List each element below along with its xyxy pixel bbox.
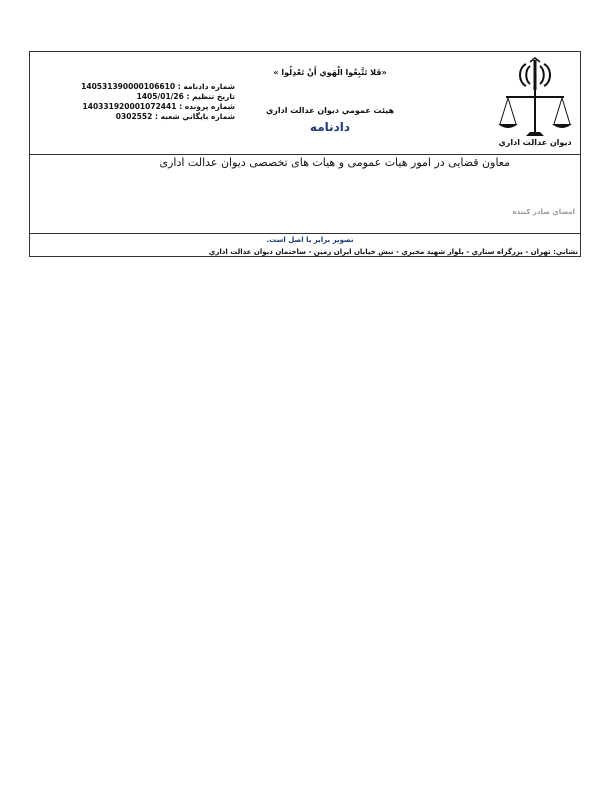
document-frame [29,51,581,257]
header-divider [30,154,580,155]
meta-case-number: شماره پرونده : 140331920001072441 [82,102,235,111]
document-metadata [50,82,235,122]
quran-verse: «فَلا تَتَّبِعُوا الْهَوي أَنْ تَعْدِلُوا » [273,68,387,77]
court-address: نشاني: تهران - بزرگراه ستاري - بلوار شهيد مخبري - نبش خيابان ايران زمين - ساختمان ديوان عدالت اداري [208,248,578,256]
board-name: هيئت عمومي ديوان عدالت اداري [265,106,395,115]
document-title: دادنامه [309,120,351,134]
court-name: ديوان عدالت اداري [498,138,572,147]
certified-copy-note: تصوير برابر با اصل است. [266,236,354,244]
deputy-title: معاون قضایی در امور هیات عمومی و هیات های تخصصی دیوان عدالت اداری [159,156,510,169]
meta-issue-date: تاريخ تنظيم : 1405/01/26 [136,92,235,101]
meta-archive-number: شماره بايگاني شعبه : 0302552 [115,112,235,121]
footer-divider [30,233,580,234]
meta-verdict-number: شماره دادنامه : 140531390000106610 [81,82,235,91]
signature-label: امضاي صادر كننده [512,208,575,216]
